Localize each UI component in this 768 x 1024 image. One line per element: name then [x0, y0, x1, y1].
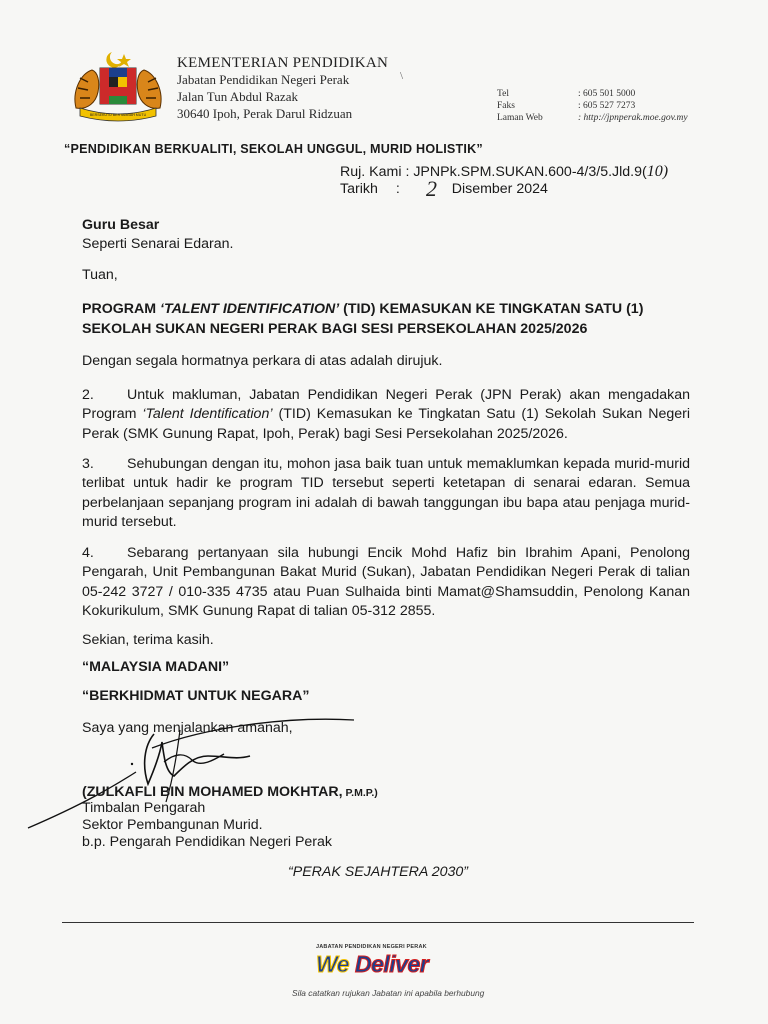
paragraph-number: 2. [82, 387, 94, 403]
address-street: Jalan Tun Abdul Razak [177, 89, 298, 104]
footer-note: Sila catatkan rujukan Jabatan ini apabila berhubung [292, 988, 485, 998]
paragraph-italic: ‘Talent Identification’ [142, 406, 273, 423]
recipient-line: Seperti Senarai Edaran. [82, 236, 234, 252]
paragraph-text: Sehubungan dengan itu, mohon jasa baik tuan untuk memaklumkan kepada murid-murid terlibat untuk hadir ke program TID tersebut seperti ketetapan di senarai edaran. Semua perbelanjaan sepanjang program ini adalah di bawah tanggungan ibu bapa atau penjaga murid-murid tersebut. [82, 456, 690, 531]
paragraph-3 [82, 455, 690, 533]
paragraph-number: 4. [82, 545, 94, 561]
date-value: Disember 2024 [451, 181, 548, 197]
slogan-berkhidmat: “BERKHIDMAT UNTUK NEGARA” [82, 688, 310, 704]
salutation: Tuan, [82, 267, 118, 283]
paragraph-text: Sebarang pertanyaan sila hubungi Encik Mohd Hafiz bin Ibrahim Apani, Penolong Pengarah, Unit Pembangunan Bakat Murid (Sukan), Jabatan Pendidikan Negeri Perak di talian 05-242 3727 / 010-335 4735 atau Puan Sulhaida binti Mamat@Shamsuddin, Penolong Kanan Kokurikulum, SMK Gunung Rapat di talian 05-312 2855. [82, 545, 690, 620]
contact-fax-value: : 605 527 7273 [578, 101, 636, 111]
department-motto: “PENDIDIKAN BERKUALITI, SEKOLAH UNGGUL, MURID HOLISTIK” [64, 142, 483, 156]
we-deliver-logo [316, 951, 428, 978]
logo-deliver: Deliver [354, 951, 429, 977]
letter-subject [82, 299, 692, 339]
logo-we: We [316, 951, 350, 977]
reference-line [340, 163, 668, 181]
paragraph-number: 3. [82, 456, 94, 472]
footer-divider [62, 922, 694, 923]
reference-suffix: 10) [646, 163, 669, 180]
contact-tel-label: Tel [497, 89, 509, 99]
footer-logo-caption: JABATAN PENDIDIKAN NEGERI PERAK [316, 944, 427, 950]
slogan-madani: “MALAYSIA MADANI” [82, 659, 230, 675]
closing-trust: Saya yang menjalankan amanah, [82, 720, 293, 736]
subject-rest: (TID) KEMASUKAN KE TINGKATAN SATU (1) SEKOLAH SUKAN NEGERI PERAK BAGI SESI PERSEKOLAHAN 2025/2026 [82, 301, 644, 337]
closing-thanks: Sekian, terima kasih. [82, 632, 214, 648]
contact-web-label: Laman Web [497, 113, 543, 123]
handwritten-day: 2 [426, 176, 437, 201]
scan-mark: \ [400, 70, 404, 82]
reference-label: Ruj. Kami [340, 164, 402, 180]
contact-web-value: : http://jpnperak.moe.gov.my [578, 113, 688, 123]
signatory-honorific: P.M.P.) [342, 787, 378, 799]
paragraph-text: Untuk makluman, Jabatan Pendidikan Negeri Perak (JPN Perak) akan mengadakan Program [82, 387, 690, 423]
address-city: 30640 Ipoh, Perak Darul Ridzuan [177, 106, 353, 121]
opening-line: Dengan segala hormatnya perkara di atas adalah dirujuk. [82, 353, 443, 369]
reference-value: : JPNPk.SPM.SUKAN.600-4/3/5.Jld.9( [405, 164, 647, 180]
date-label: Tarikh [340, 181, 378, 197]
signatory-title-1: Timbalan Pengarah [82, 800, 206, 816]
coat-of-arms-icon [66, 48, 170, 122]
subject-italic: ‘TALENT IDENTIFICATION’ [160, 301, 340, 317]
signatory-name: (ZULKAFLI BIN MOHAMED MOKHTAR, [82, 784, 343, 800]
date-line [340, 181, 548, 197]
contact-fax-label: Faks [497, 101, 515, 111]
crest-banner-text: BERSEKUTU BERTAMBAH MUTU [89, 113, 147, 117]
ministry-name: KEMENTERIAN PENDIDIKAN [177, 55, 389, 71]
date-colon: : [395, 181, 400, 197]
signatory-title-2: Sektor Pembangunan Murid. [82, 817, 263, 833]
paragraph-2 [82, 386, 690, 444]
signatory-title-3: b.p. Pengarah Pendidikan Negeri Perak [82, 834, 333, 850]
perak-sejahtera-slogan: “PERAK SEJAHTERA 2030” [288, 864, 469, 880]
contact-tel-value: : 605 501 5000 [578, 89, 636, 99]
paragraph-text-end: (TID) Kemasukan ke Tingkatan Satu (1) Sekolah Sukan Negeri Perak (SMK Gunung Rapat, Ipoh, Perak) bagi Sesi Persekolahan 2025/2026. [82, 406, 690, 442]
recipient-title: Guru Besar [82, 217, 160, 233]
department-name: Jabatan Pendidikan Negeri Perak [177, 72, 350, 87]
paragraph-4 [82, 544, 690, 622]
subject-prefix: PROGRAM [82, 301, 161, 317]
